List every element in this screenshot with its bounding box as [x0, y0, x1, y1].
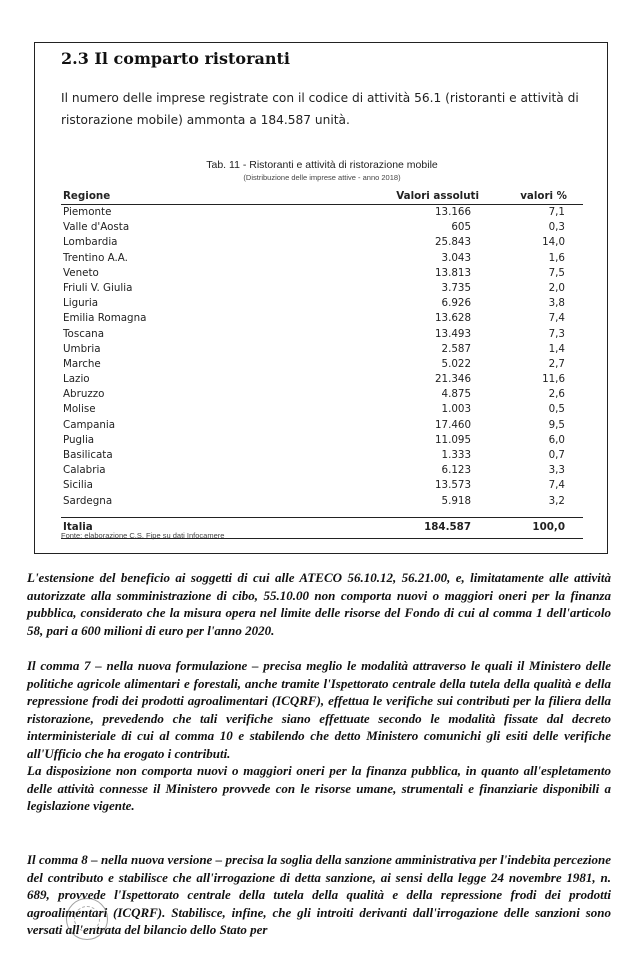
cell-region: Veneto: [63, 266, 99, 279]
table-caption: Tab. 11 - Ristoranti e attività di ristorazione mobile: [206, 159, 438, 171]
cell-pct: 7,1: [548, 206, 565, 218]
cell-region: Liguria: [63, 297, 99, 310]
table-row: [61, 251, 583, 266]
total-pct: 100,0: [532, 520, 565, 533]
cell-region: Friuli V. Giulia: [63, 281, 133, 294]
cell-region: Valle d'Aosta: [63, 221, 130, 234]
table-source: Fonte: elaborazione C.S. Fipe su dati Infocamere: [61, 531, 225, 540]
table-row: [61, 372, 583, 387]
paragraph-4: [27, 851, 611, 939]
cell-region: Abruzzo: [63, 388, 105, 401]
cell-abs: 13.813: [434, 266, 471, 279]
cell-abs: 13.493: [434, 327, 471, 340]
cell-region: Campania: [63, 418, 116, 431]
cell-abs: 1.003: [441, 403, 471, 416]
cell-abs: 6.123: [441, 464, 471, 477]
table-body: [61, 205, 583, 509]
cell-abs: 3.043: [441, 251, 471, 264]
cell-pct: 0,3: [548, 221, 565, 234]
cell-region: Calabria: [63, 464, 106, 477]
cell-region: Sicilia: [63, 479, 93, 492]
cell-abs: 5.918: [441, 494, 471, 507]
cell-pct: 2,6: [548, 388, 565, 401]
cell-pct: 3,3: [548, 464, 565, 477]
section-title: 2.3 Il comparto ristoranti: [61, 49, 290, 68]
cell-abs: 605: [451, 221, 471, 234]
cell-pct: 7,4: [548, 479, 565, 492]
cell-region: Marche: [63, 357, 101, 370]
cell-region: Sardegna: [63, 494, 113, 507]
cell-pct: 3,8: [548, 297, 565, 310]
cell-abs: 1.333: [441, 449, 471, 461]
table-row: [61, 205, 583, 220]
header-region: Regione: [63, 190, 111, 202]
header-pct: valori %: [520, 190, 567, 202]
table-row: [61, 463, 583, 478]
table-row: [61, 311, 583, 326]
cell-region: Trentino A.A.: [63, 251, 128, 264]
cell-pct: 1,6: [548, 251, 565, 264]
cell-abs: 13.628: [434, 312, 471, 325]
cell-pct: 6,0: [548, 433, 565, 446]
cell-abs: 3.735: [441, 281, 471, 294]
cell-pct: 3,2: [548, 494, 565, 507]
cell-abs: 17.460: [434, 418, 471, 431]
cell-pct: 7,3: [548, 327, 565, 340]
cell-pct: 0,5: [548, 403, 565, 416]
table-row: [61, 235, 583, 250]
table-row: [61, 296, 583, 311]
cell-abs: 21.346: [434, 373, 471, 386]
cell-pct: 7,5: [548, 266, 565, 279]
cell-pct: 1,4: [548, 342, 565, 355]
table-subcaption: (Distribuzione delle imprese attive - anno 2018): [243, 173, 401, 182]
cell-abs: 2.587: [441, 342, 471, 355]
cell-region: Puglia: [63, 433, 95, 446]
table-row: [61, 357, 583, 372]
cell-abs: 5.022: [441, 357, 471, 370]
regions-table: [61, 188, 583, 539]
table-row: [61, 478, 583, 493]
paragraph-2: [27, 657, 611, 763]
paragraph-4-text: Il comma 8 – nella nuova versione – precisa la soglia della sanzione amministrativa per l'indebita percezione del contributo e stabilisce che all'irrogazione di detta sanzione, ai sensi della legge 24 novembre 1981, n. 689, provvede l'Ispettorato centrale della tutela della qualità e della repressione frodi dei prodotti agroalimentari (ICQRF). Stabilisce, infine, che gli introiti derivanti dall'irrogazione delle sanzioni sono versati all'entrata del bilancio dello Stato per: [27, 852, 611, 938]
cell-pct: 9,5: [548, 418, 565, 431]
total-abs: 184.587: [424, 520, 471, 533]
cell-pct: 11,6: [542, 373, 565, 386]
cell-region: Basilicata: [63, 449, 113, 461]
table-row: [61, 418, 583, 433]
header-abs: Valori assoluti: [396, 190, 479, 202]
paragraph-1: [27, 569, 611, 639]
cell-pct: 2,0: [548, 281, 565, 294]
table-row: [61, 387, 583, 402]
cell-abs: 13.573: [434, 479, 471, 492]
cell-abs: 11.095: [434, 433, 471, 446]
cell-region: Molise: [63, 403, 96, 416]
table-row: [61, 494, 583, 509]
cell-pct: 7,4: [548, 312, 565, 325]
cell-abs: 25.843: [434, 236, 471, 249]
total-region: Italia: [63, 520, 93, 533]
paragraph-3: [27, 762, 611, 815]
table-row: [61, 402, 583, 417]
table-row: [61, 220, 583, 235]
cell-pct: 14,0: [542, 236, 565, 249]
table-row: [61, 433, 583, 448]
cell-region: Lazio: [63, 373, 90, 386]
table-row: [61, 281, 583, 296]
cell-abs: 6.926: [441, 297, 471, 310]
table-row: [61, 266, 583, 281]
cell-pct: 0,7: [548, 449, 565, 461]
cell-region: Toscana: [63, 327, 105, 340]
paragraph-2-text: Il comma 7 – nella nuova formulazione – precisa meglio le modalità attraverso le quali il Ministero delle politiche agricole alimentari e forestali, anche tramite l'Ispettorato centrale della tutela della qualità e della repressione frodi dei prodotti agroalimentari (ICQRF), effettua le verifiche sui contributi per la filiera della ristorazione, prevedendo che tali verifiche siano effettuate secondo le modalità fissate dal decreto interministeriale di cui al comma 10 e stabilendo che detto Ministero comunichi gli esiti delle verifiche all'Ufficio che ha erogato i contributi.: [27, 658, 611, 761]
cell-region: Emilia Romagna: [63, 312, 147, 325]
cell-region: Umbria: [63, 342, 101, 355]
cell-abs: 4.875: [441, 388, 471, 401]
cell-region: Piemonte: [63, 206, 112, 218]
table-box: [34, 42, 608, 554]
table-row: [61, 342, 583, 357]
cell-region: Lombardia: [63, 236, 118, 249]
table-header: [61, 188, 583, 205]
paragraph-3-text: La disposizione non comporta nuovi o maggiori oneri per la finanza pubblica, in quanto all'espletamento delle attività connesse il Ministero provvede con le risorse umane, strumentali e finanziarie disponibili a legislazione vigente.: [27, 763, 611, 814]
table-row: [61, 448, 583, 463]
cell-pct: 2,7: [548, 357, 565, 370]
section-intro: Il numero delle imprese registrate con il codice di attività 56.1 (ristoranti e attività di ristorazione mobile) ammonta a 184.587 unità.: [61, 91, 579, 127]
paragraph-1-text: L'estensione del beneficio ai soggetti di cui alle ATECO 56.10.12, 56.21.00, e, limitatamente alle attività autorizzate alla somministrazione di cibo, 55.10.00 non comporta nuovi o maggiori oneri per la finanza pubblica, considerato che la misura opera nel limite delle risorse del Fondo di cui al comma 1 dell'articolo 58, pari a 600 milioni di euro per l'anno 2020.: [27, 570, 611, 638]
stamp-seal: [66, 898, 108, 940]
cell-abs: 13.166: [434, 206, 471, 218]
table-row: [61, 327, 583, 342]
